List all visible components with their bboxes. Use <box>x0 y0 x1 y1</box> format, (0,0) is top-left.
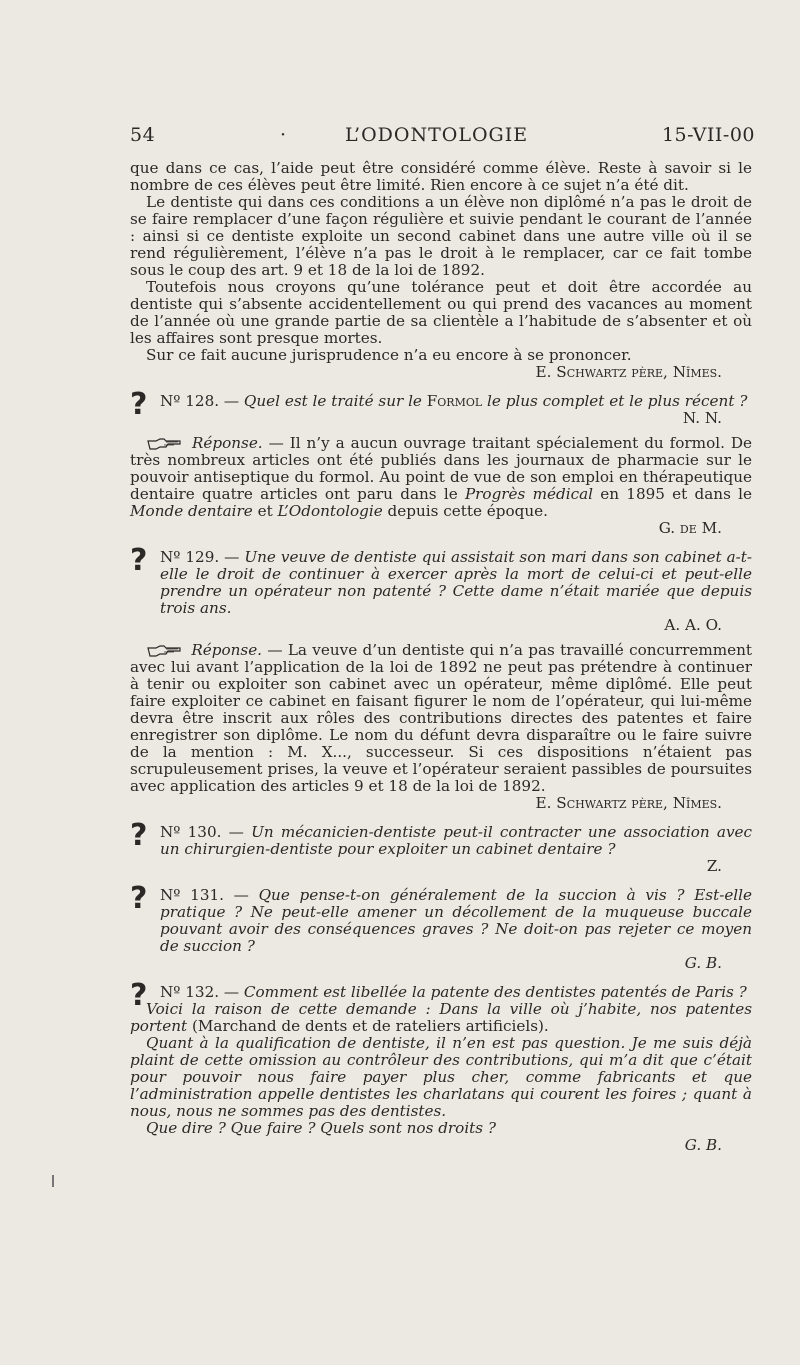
question-text: Que pense-t-on généralement de la succion à vis ? Est-elle pratique ? Ne peut-elle amener un décollement de la muqueuse buccale pouvant avoir des conséquences graves ? Ne doit-on pas rejeter ce moyen de succion ? <box>160 886 753 955</box>
signature: E. Schwartz père, Nîmes. <box>535 794 722 812</box>
signature: E. Schwartz père, Nîmes. <box>535 363 722 381</box>
question-mark-icon: ? <box>130 543 148 578</box>
paragraph: Le dentiste qui dans ces conditions a un élève non diplômé n’a pas le droit de se faire remplacer d’une façon régulière et suivie pendant le courant de l’année : ainsi si ce dentiste exploite un second cabinet dans une autre ville où il se rend régulièrement, l’élève n’a pas le droit à le remplacer, car ce fait tombe sous le coup des art. 9 et 18 de la loi de 1892. <box>130 193 752 279</box>
reply-label: Réponse. — <box>191 641 283 659</box>
question-text: Un mécanicien-dentiste peut-il contracter une association avec un chirurgien-dentiste pour exploiter un cabinet dentaire ? <box>160 823 753 858</box>
journal-name: Monde dentaire <box>130 502 253 520</box>
body-text <box>130 160 752 1154</box>
question-130 <box>130 818 753 858</box>
question-number: Nº 131. — <box>160 886 249 904</box>
paragraph: Sur ce fait aucune jurisprudence n’a eu encore à se prononcer. <box>146 346 632 364</box>
page-number: 54 <box>130 124 156 146</box>
question-129 <box>130 543 752 617</box>
question-text: le plus complet et le plus récent ? <box>487 392 748 410</box>
pointing-hand-icon <box>146 644 182 658</box>
question-mark-icon: ? <box>130 881 148 916</box>
paragraph: Quant à la qualification de dentiste, il n’en est pas question. Je me suis déjà plaint de cette omission au contrôleur des contributions, qui m’a dit que c’était pour pouvoir nous faire payer plus cher, comme fabricants et que l’administration appelle dentistes les charlatans qui courent les foires ; quant à nous, nous ne sommes pas des dentistes. <box>130 1034 752 1120</box>
question-number: Nº 128. — <box>160 392 240 410</box>
margin-mark <box>52 1175 54 1187</box>
reply-label: Réponse. — <box>191 434 284 452</box>
reply-128: Réponse. — Il n’y a aucun ouvrage traitant spécialement du formol. De très nombreux articles ont été publiés dans les journaux de pharmacie sur le pouvoir antiseptique du formol. Au point de vue de son emploi en thérapeutique dentaire quatre articles ont paru dans le Progrès médical en 1895 et dans le Monde dentaire et L’Odontologie depuis cette époque. <box>130 434 753 520</box>
question-131 <box>130 881 753 955</box>
question-text: Comment est libellée la patente des dentistes patentés de Paris ? <box>243 983 747 1001</box>
question-text: Une veuve de dentiste qui assistait son mari dans son cabinet a-t-elle le droit de continuer à exercer après la mort de celui-ci et peut-elle prendre un opérateur non patenté ? Cette dame n’était mariée que depuis trois ans. <box>160 548 752 617</box>
reply-129: Réponse. — La veuve d’un dentiste qui n’a pas travaillé concurremment avec lui avant l’application de la loi de 1892 ne peut pas prétendre à continuer à tenir ou exploiter son cabinet avec un opérateur, même diplômé. Elle peut faire exploiter ce cabinet en faisant figurer le nom de l’opérateur, qui lui-même devra être inscrit aux rôles des contributions directes des patentes et faire enregistrer son diplôme. Le nom du défunt devra disparaître ou le faire suivre de la mention : M. X..., successeur. Si ces dispositions n’étaient pas scrupuleusement prises, la veuve et l’opérateur seraient passibles de poursuites avec application des articles 9 et 18 de la loi de 1892. <box>130 641 753 795</box>
paragraph: Voici la raison de cette demande : Dans la ville où j’habite, nos patentes portent (Marchand de dents et de rateliers artificiels). <box>130 1000 752 1035</box>
header-dot: · <box>280 124 287 146</box>
signature: N. N. <box>682 409 722 427</box>
signature: G. B. <box>684 1136 722 1154</box>
question-mark-icon: ? <box>130 387 148 422</box>
question-number: Nº 129. — <box>160 548 240 566</box>
question-mark-icon: ? <box>130 978 148 1013</box>
question-number: Nº 132. — <box>160 983 240 1001</box>
paragraph: que dans ce cas, l’aide peut être considéré comme élève. Reste à savoir si le nombre de ces élèves peut être limité. Rien encore à ce sujet n’a été dit. <box>130 159 752 194</box>
journal-name: Progrès médical <box>464 485 593 503</box>
question-text: Quel est le traité sur le <box>243 392 422 410</box>
signature: Z. <box>706 857 722 875</box>
question-number: Nº 130. — <box>160 823 244 841</box>
paragraph: Toutefois nous croyons qu’une tolérance peut et doit être accordée au dentiste qui s’absente accidentellement ou qui prend des vacances au moment de l’année où une grande partie de sa clientèle a l’habitude de s’absenter et où les affaires sont presque mortes. <box>130 278 752 347</box>
signature: A. A. O. <box>664 616 722 634</box>
journal-name: L’Odontologie <box>277 502 383 520</box>
question-mark-icon: ? <box>130 818 148 853</box>
running-header <box>130 124 755 154</box>
pointing-hand-icon <box>146 437 182 451</box>
signature: G. B. <box>684 954 722 972</box>
formol-term: Formol <box>426 392 483 410</box>
paragraph: Que dire ? Que faire ? Quels sont nos droits ? <box>146 1119 497 1137</box>
issue-date: 15-VII-00 <box>661 124 755 146</box>
signature: G. de M. <box>658 519 722 537</box>
journal-title: L’ODONTOLOGIE <box>345 124 529 146</box>
question-132 <box>130 978 752 1013</box>
